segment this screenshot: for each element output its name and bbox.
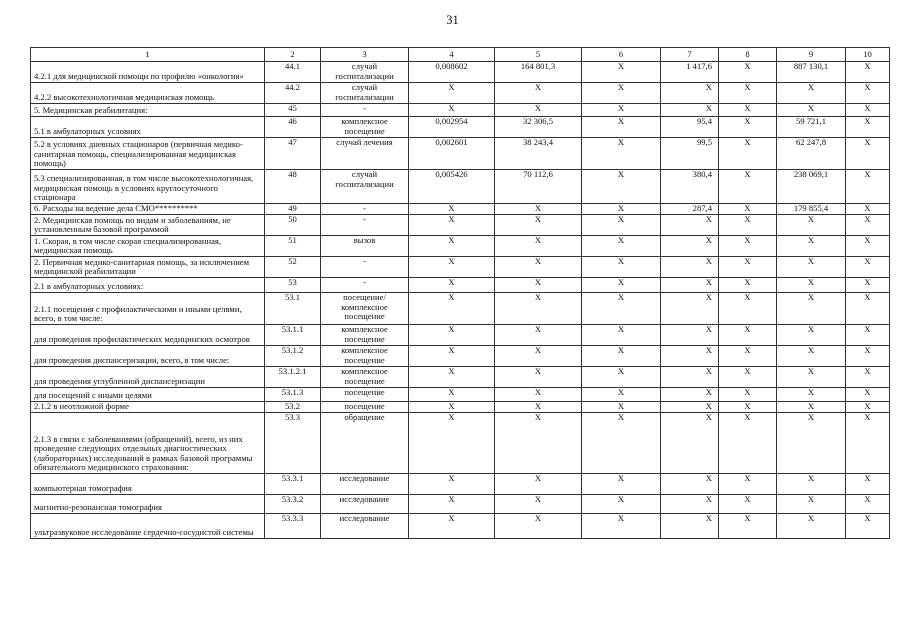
row-value: X [409, 236, 495, 257]
row-value: X [661, 293, 719, 325]
row-name: 4.2.1 для медицинской помощи по профилю «онкология» [31, 62, 265, 83]
row-value: X [777, 413, 846, 474]
row-value: X [777, 104, 846, 117]
row-value: X [495, 325, 582, 346]
row-value: X [719, 236, 777, 257]
row-name: 2.1.3 в связи с заболеваниями (обращений), всего, из них проведение следующих отдельных диагностических (лабораторных) исследований в рамках базовой программы обязательного медицинского страхования: [31, 413, 265, 474]
row-value: X [846, 402, 890, 413]
row-unit: исследование [321, 474, 409, 495]
row-code: 47 [265, 138, 321, 170]
column-number-row [31, 48, 890, 62]
row-value: X [719, 170, 777, 204]
row-value: X [719, 117, 777, 138]
row-name: 5.3 специализированная, в том числе высокотехнологичная, медицинская помощь в условиях круглосуточного стационара [31, 170, 265, 204]
row-value: 238 069,1 [777, 170, 846, 204]
row-value: X [661, 495, 719, 514]
table-row [31, 257, 890, 278]
row-value: X [846, 495, 890, 514]
row-value: X [582, 257, 661, 278]
row-name: 1. Скорая, в том числе скорая специализированная, медицинская помощь [31, 236, 265, 257]
row-name: 2.1.2 в неотложной форме [31, 402, 265, 413]
row-value: X [661, 402, 719, 413]
row-code: 53.1.3 [265, 388, 321, 402]
row-code: 53.1 [265, 293, 321, 325]
row-value: X [846, 325, 890, 346]
row-value: X [495, 346, 582, 367]
row-value: X [582, 367, 661, 388]
row-value: X [661, 104, 719, 117]
row-value: X [719, 367, 777, 388]
row-unit: случай лечения [321, 138, 409, 170]
row-unit: обращение [321, 413, 409, 474]
row-value: X [719, 62, 777, 83]
table-row [31, 62, 890, 83]
row-value: X [495, 514, 582, 539]
table-row [31, 83, 890, 104]
row-value: X [661, 388, 719, 402]
row-unit: посещение [321, 402, 409, 413]
row-code: 53.1.1 [265, 325, 321, 346]
row-code: 53.2 [265, 402, 321, 413]
column-header: 5 [495, 48, 582, 62]
row-value: X [661, 413, 719, 474]
row-value: 0,008602 [409, 62, 495, 83]
row-name: для проведения профилактических медицинских осмотров [31, 325, 265, 346]
row-name: 5.1 в амбулаторных условиях [31, 117, 265, 138]
row-unit: комплексное посещение [321, 346, 409, 367]
row-value: X [719, 495, 777, 514]
row-value: X [777, 474, 846, 495]
row-value: X [719, 257, 777, 278]
row-value: X [846, 257, 890, 278]
table-row [31, 117, 890, 138]
row-value: X [846, 293, 890, 325]
row-value: X [719, 514, 777, 539]
row-value: X [777, 402, 846, 413]
row-value: X [495, 236, 582, 257]
row-code: 53.3.2 [265, 495, 321, 514]
table-row [31, 215, 890, 236]
table-row [31, 138, 890, 170]
table-row [31, 514, 890, 539]
row-name: 2. Первичная медико-санитарная помощь, за исключением медицинской реабилитации [31, 257, 265, 278]
row-code: 49 [265, 204, 321, 215]
row-value: X [409, 367, 495, 388]
row-value: X [846, 413, 890, 474]
row-value: X [495, 367, 582, 388]
row-value: X [495, 474, 582, 495]
row-value: X [777, 236, 846, 257]
row-value: X [777, 83, 846, 104]
row-value: X [495, 278, 582, 293]
row-unit: исследование [321, 514, 409, 539]
row-name: для проведения углубленной диспансеризации [31, 367, 265, 388]
row-value: X [661, 367, 719, 388]
row-unit: - [321, 104, 409, 117]
row-value: X [582, 204, 661, 215]
row-value: X [661, 215, 719, 236]
table-row [31, 474, 890, 495]
table-row [31, 204, 890, 215]
row-value: X [409, 474, 495, 495]
row-value: X [846, 474, 890, 495]
row-value: X [719, 204, 777, 215]
row-value: 59 721,1 [777, 117, 846, 138]
row-value: 99,5 [661, 138, 719, 170]
row-value: X [777, 346, 846, 367]
row-value: 287,4 [661, 204, 719, 215]
row-value: X [582, 413, 661, 474]
table-row [31, 388, 890, 402]
row-value: X [846, 204, 890, 215]
row-value: X [582, 388, 661, 402]
row-value: X [846, 117, 890, 138]
row-value: X [661, 236, 719, 257]
row-value: X [409, 83, 495, 104]
row-value: X [777, 278, 846, 293]
row-value: X [582, 236, 661, 257]
row-name: 2. Медицинская помощь по видам и заболеваниям, не установленным базовой программой [31, 215, 265, 236]
row-unit: случай госпитализации [321, 62, 409, 83]
row-value: X [409, 413, 495, 474]
row-unit: исследование [321, 495, 409, 514]
row-unit: посещение/ комплексное посещение [321, 293, 409, 325]
row-value: X [846, 83, 890, 104]
row-value: X [495, 388, 582, 402]
column-header: 2 [265, 48, 321, 62]
table-row [31, 170, 890, 204]
row-value: X [719, 293, 777, 325]
table-body [31, 62, 890, 539]
row-value: X [777, 293, 846, 325]
row-name: 2.1 в амбулаторных условиях: [31, 278, 265, 293]
row-value: X [582, 83, 661, 104]
row-value: X [846, 215, 890, 236]
row-value: X [409, 278, 495, 293]
row-value: X [495, 204, 582, 215]
row-value: X [582, 402, 661, 413]
row-value: X [719, 346, 777, 367]
row-code: 45 [265, 104, 321, 117]
row-name: 6. Расходы на ведение дела СМО********** [31, 204, 265, 215]
row-name: ультразвуковое исследование сердечно-сосудистой системы [31, 514, 265, 539]
row-code: 51 [265, 236, 321, 257]
row-value: X [661, 257, 719, 278]
row-value: X [661, 325, 719, 346]
row-code: 50 [265, 215, 321, 236]
row-value: X [582, 346, 661, 367]
row-value: X [582, 495, 661, 514]
row-value: X [582, 138, 661, 170]
row-value: X [846, 367, 890, 388]
row-name: для посещений с иными целями [31, 388, 265, 402]
row-unit: вызов [321, 236, 409, 257]
row-value: X [661, 346, 719, 367]
table-row [31, 367, 890, 388]
row-value: X [846, 388, 890, 402]
row-value: X [846, 278, 890, 293]
table-row [31, 402, 890, 413]
row-value: X [719, 278, 777, 293]
row-value: X [719, 325, 777, 346]
row-value: X [777, 367, 846, 388]
column-header: 9 [777, 48, 846, 62]
row-value: X [582, 325, 661, 346]
row-value: X [719, 83, 777, 104]
row-value: 70 112,6 [495, 170, 582, 204]
row-value: X [582, 278, 661, 293]
row-value: X [846, 138, 890, 170]
row-value: X [719, 474, 777, 495]
row-value: X [495, 215, 582, 236]
row-value: 179 855,4 [777, 204, 846, 215]
row-value: X [495, 495, 582, 514]
row-value: X [409, 104, 495, 117]
row-code: 53.3 [265, 413, 321, 474]
column-header: 6 [582, 48, 661, 62]
row-value: X [661, 278, 719, 293]
table-row [31, 495, 890, 514]
row-value: X [846, 346, 890, 367]
row-value: X [777, 257, 846, 278]
row-value: X [719, 138, 777, 170]
row-name: магнитно-резонансная томография [31, 495, 265, 514]
column-header: 10 [846, 48, 890, 62]
row-unit: случай госпитализации [321, 170, 409, 204]
row-unit: - [321, 257, 409, 278]
row-code: 44.1 [265, 62, 321, 83]
table-row [31, 104, 890, 117]
row-name: 5. Медицинская реабилитация: [31, 104, 265, 117]
table-row [31, 236, 890, 257]
row-value: X [719, 104, 777, 117]
row-code: 44.2 [265, 83, 321, 104]
row-value: X [719, 215, 777, 236]
row-value: X [582, 474, 661, 495]
row-value: X [582, 514, 661, 539]
row-value: X [495, 293, 582, 325]
row-value: X [409, 346, 495, 367]
row-value: X [846, 236, 890, 257]
row-code: 53.3.3 [265, 514, 321, 539]
row-code: 53.1.2.1 [265, 367, 321, 388]
table-row [31, 278, 890, 293]
table-row [31, 346, 890, 367]
row-unit: комплексное посещение [321, 325, 409, 346]
column-header: 4 [409, 48, 495, 62]
row-value: X [409, 495, 495, 514]
row-code: 46 [265, 117, 321, 138]
row-value: 380,4 [661, 170, 719, 204]
row-unit: посещение [321, 388, 409, 402]
row-value: X [495, 104, 582, 117]
column-header: 3 [321, 48, 409, 62]
row-value: X [582, 215, 661, 236]
row-value: X [661, 83, 719, 104]
row-value: X [409, 257, 495, 278]
row-value: X [409, 325, 495, 346]
row-value: 887 130,1 [777, 62, 846, 83]
row-value: 0,002954 [409, 117, 495, 138]
row-value: X [495, 257, 582, 278]
row-value: X [495, 83, 582, 104]
column-header: 8 [719, 48, 777, 62]
row-value: X [582, 117, 661, 138]
table-row [31, 413, 890, 474]
row-value: X [846, 514, 890, 539]
row-value: X [582, 293, 661, 325]
row-value: X [409, 514, 495, 539]
row-value: X [582, 104, 661, 117]
row-value: X [409, 215, 495, 236]
row-value: X [409, 388, 495, 402]
row-code: 53.3.1 [265, 474, 321, 495]
row-value: 0,005426 [409, 170, 495, 204]
row-value: X [719, 388, 777, 402]
row-code: 53.1.2 [265, 346, 321, 367]
row-value: X [777, 514, 846, 539]
row-value: X [661, 474, 719, 495]
row-value: X [409, 293, 495, 325]
row-value: X [409, 204, 495, 215]
row-value: X [719, 402, 777, 413]
page-number: 31 [446, 13, 459, 27]
row-value: X [777, 325, 846, 346]
row-unit: комплексное посещение [321, 117, 409, 138]
row-name: компьютерная томография [31, 474, 265, 495]
row-value: X [495, 402, 582, 413]
row-value: 38 243,4 [495, 138, 582, 170]
row-unit: комплексное посещение [321, 367, 409, 388]
row-value: X [846, 62, 890, 83]
row-value: 0,002601 [409, 138, 495, 170]
row-value: 32 306,5 [495, 117, 582, 138]
row-unit: - [321, 215, 409, 236]
row-value: X [582, 62, 661, 83]
row-value: X [661, 514, 719, 539]
table-row [31, 325, 890, 346]
column-header: 1 [31, 48, 265, 62]
row-name: 2.1.1 посещения с профилактическими и иными целями, всего, в том числе: [31, 293, 265, 325]
row-code: 53 [265, 278, 321, 293]
row-name: 5.2 в условиях дневных стационаров (первичная медико-санитарная помощь, специализированная медицинская помощь) [31, 138, 265, 170]
row-value: X [409, 402, 495, 413]
row-name: 4.2.2 высокотехнологичная медицинская помощь [31, 83, 265, 104]
row-unit: случай госпитализации [321, 83, 409, 104]
row-code: 52 [265, 257, 321, 278]
column-header: 7 [661, 48, 719, 62]
row-value: X [719, 413, 777, 474]
row-unit: - [321, 204, 409, 215]
tariff-table [30, 47, 890, 539]
row-value: X [846, 170, 890, 204]
row-code: 48 [265, 170, 321, 204]
row-value: 62 247,8 [777, 138, 846, 170]
row-value: 164 801,3 [495, 62, 582, 83]
row-name: для проведения диспансеризации, всего, в том числе: [31, 346, 265, 367]
row-value: X [777, 215, 846, 236]
row-value: X [495, 413, 582, 474]
row-value: X [777, 388, 846, 402]
row-value: X [582, 170, 661, 204]
row-value: 95,4 [661, 117, 719, 138]
row-value: X [777, 495, 846, 514]
row-value: X [846, 104, 890, 117]
row-value: 1 417,6 [661, 62, 719, 83]
table-row [31, 293, 890, 325]
row-unit: - [321, 278, 409, 293]
